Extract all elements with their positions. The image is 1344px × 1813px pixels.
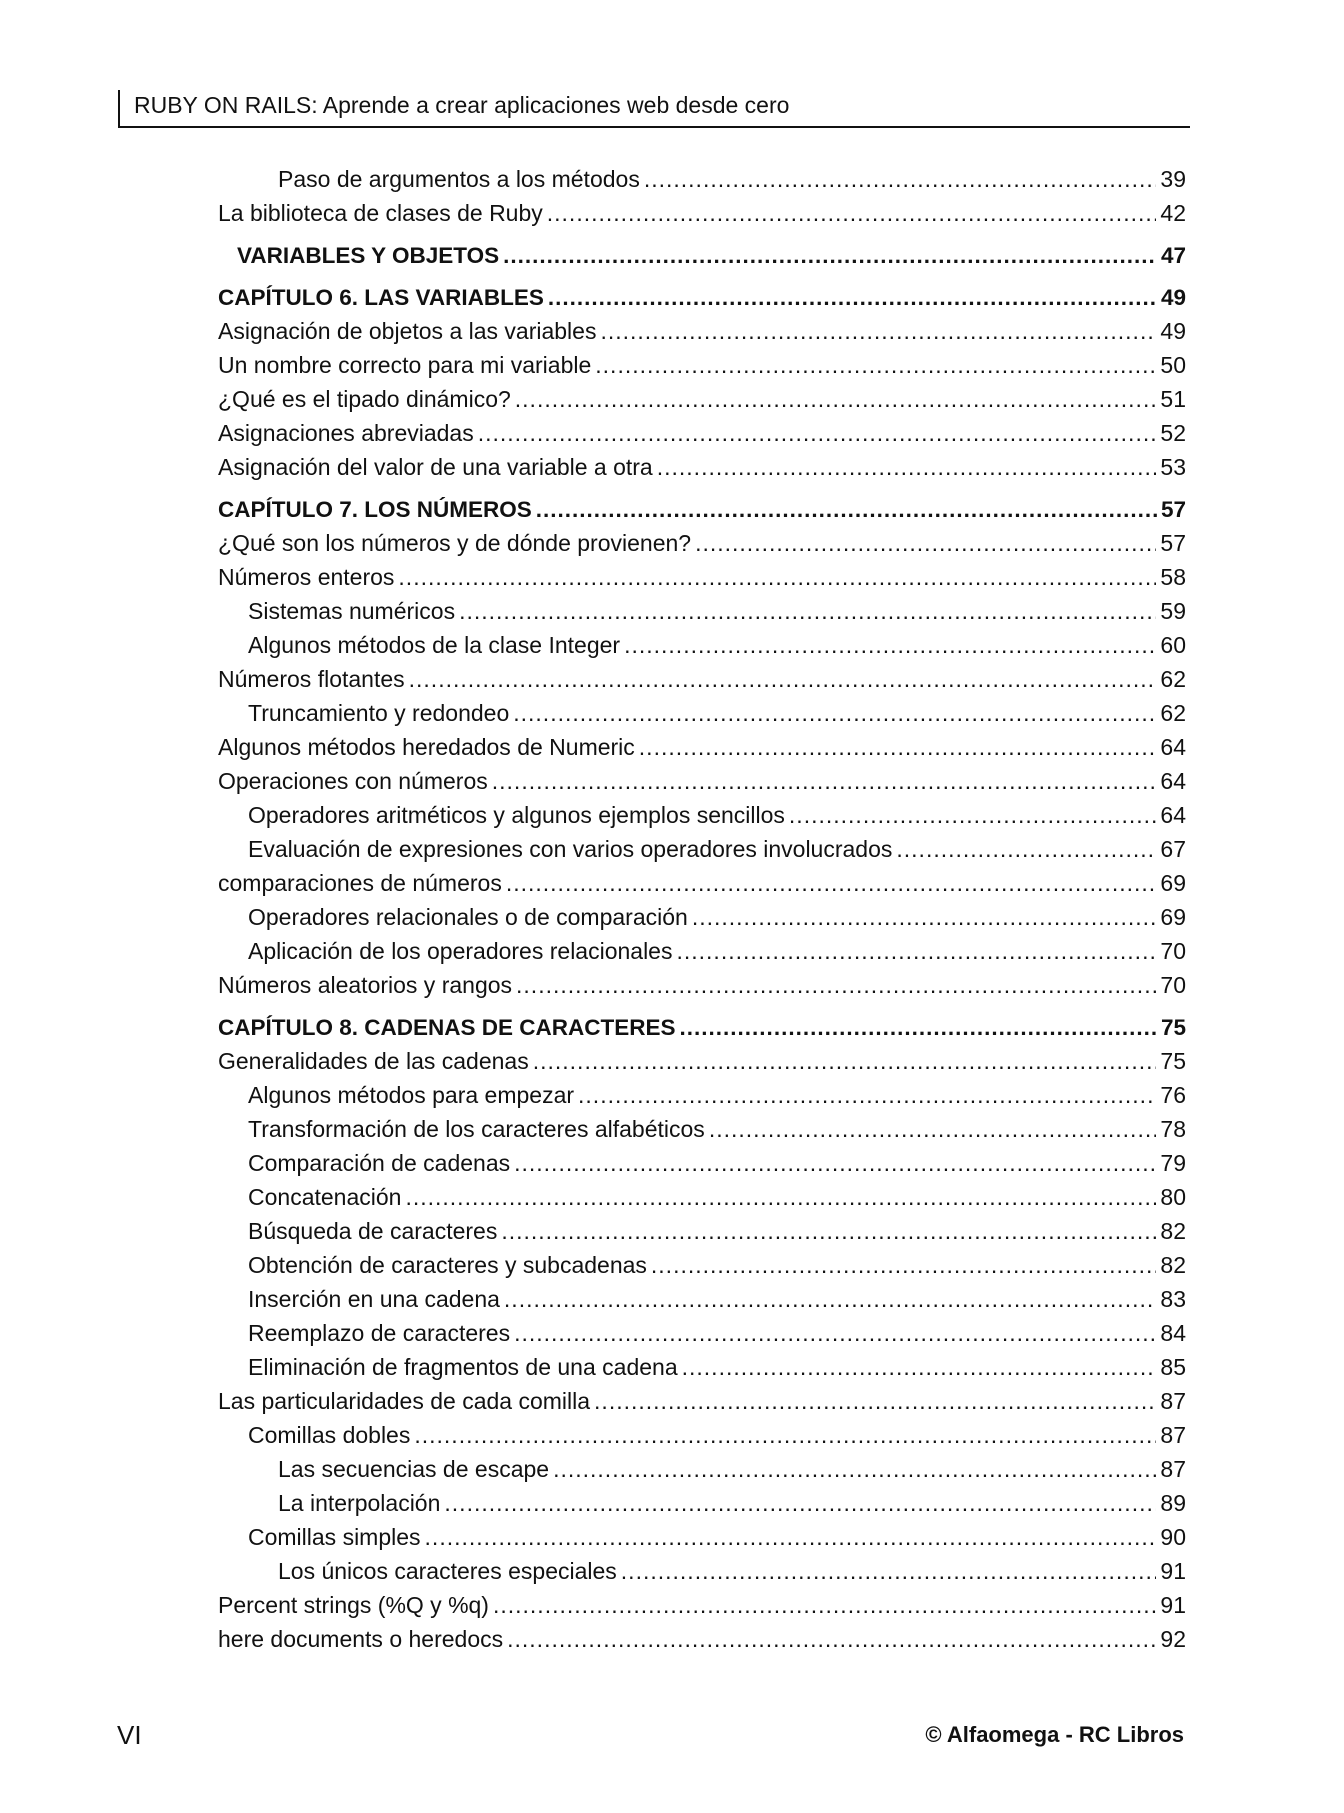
toc-entry-label: Transformación de los caracteres alfabéticos: [248, 1116, 705, 1142]
toc-entry-label: CAPÍTULO 7. LOS NÚMEROS: [218, 497, 532, 522]
toc-entry-label: VARIABLES Y OBJETOS: [237, 243, 500, 268]
toc-entry-page: 51: [1160, 386, 1186, 412]
toc-entry-label: Búsqueda de caracteres: [248, 1218, 498, 1244]
toc-entry-label: Sistemas numéricos: [248, 598, 456, 624]
toc-entry-page: 84: [1160, 1320, 1186, 1346]
toc-entry-page: 49: [1160, 285, 1186, 310]
toc-entry-label: Obtención de caracteres y subcadenas: [248, 1252, 647, 1278]
dot-leader: [501, 1214, 1156, 1248]
toc-entry-label: Evaluación de expresiones con varios operadores involucrados: [248, 836, 893, 862]
toc-entry: [218, 1282, 1186, 1316]
toc-entry: [218, 832, 1186, 866]
toc-entry-label: Asignaciones abreviadas: [218, 420, 474, 446]
toc-entry-page: 92: [1160, 1626, 1186, 1652]
dot-leader: [503, 240, 1157, 272]
toc-entry-label: Inserción en una cadena: [248, 1286, 500, 1312]
toc-entry-label: Reemplazo de caracteres: [248, 1320, 511, 1346]
toc-entry-label: Números flotantes: [218, 666, 405, 692]
toc-entry-label: Asignación de objetos a las variables: [218, 318, 597, 344]
dot-leader: [639, 730, 1157, 764]
toc-entry-page: 80: [1160, 1184, 1186, 1210]
dot-leader: [507, 1622, 1156, 1656]
toc-entry: [218, 526, 1186, 560]
toc-entry-page: 83: [1160, 1286, 1186, 1312]
toc-entry-page: 64: [1160, 734, 1186, 760]
toc-entry-label: Las secuencias de escape: [278, 1456, 550, 1482]
toc-entry-page: 79: [1160, 1150, 1186, 1176]
toc-entry-page: 91: [1160, 1592, 1186, 1618]
toc-entry-label: Un nombre correcto para mi variable: [218, 352, 592, 378]
toc-entry: [218, 1078, 1186, 1112]
toc-entry-label: La interpolación: [278, 1490, 441, 1516]
toc-entry: [218, 314, 1186, 348]
toc-entry-label: La biblioteca de clases de Ruby: [218, 200, 543, 226]
toc-entry: [218, 1384, 1186, 1418]
toc-entry: [218, 1180, 1186, 1214]
toc-entry: [218, 1214, 1186, 1248]
toc-entry-label: Operadores aritméticos y algunos ejemplos sencillos: [248, 802, 785, 828]
dot-leader: [515, 382, 1157, 416]
toc-entry-page: 47: [1160, 243, 1186, 268]
toc-entry-page: 52: [1160, 420, 1186, 446]
toc-entry-label: Eliminación de fragmentos de una cadena: [248, 1354, 678, 1380]
toc-entry-label: CAPÍTULO 8. CADENAS DE CARACTERES: [218, 1015, 676, 1040]
toc-entry: [218, 1486, 1186, 1520]
toc-entry-label: Números enteros: [218, 564, 395, 590]
toc-entry-page: 85: [1160, 1354, 1186, 1380]
toc-entry: [218, 1112, 1186, 1146]
toc-entry-page: 64: [1160, 768, 1186, 794]
toc-entry-label: Algunos métodos heredados de Numeric: [218, 734, 635, 760]
toc-section-heading: [218, 494, 1186, 526]
toc-entry-label: Comillas simples: [248, 1524, 421, 1550]
dot-leader: [414, 1418, 1156, 1452]
toc-entry: [218, 900, 1186, 934]
toc-entry: [218, 1520, 1186, 1554]
dot-leader: [536, 494, 1157, 526]
dot-leader: [578, 1078, 1156, 1112]
toc-entry-page: 76: [1160, 1082, 1186, 1108]
dot-leader: [405, 1180, 1156, 1214]
dot-leader: [506, 866, 1157, 900]
toc-entry-label: Asignación del valor de una variable a otra: [218, 454, 653, 480]
toc-entry: [218, 1452, 1186, 1486]
toc-entry-label: Las particularidades de cada comilla: [218, 1388, 591, 1414]
toc-entry-page: 62: [1160, 700, 1186, 726]
dot-leader: [493, 1588, 1156, 1622]
dot-leader: [896, 832, 1156, 866]
toc-entry-page: 50: [1160, 352, 1186, 378]
toc-entry-label: Números aleatorios y rangos: [218, 972, 513, 998]
dot-leader: [695, 526, 1156, 560]
toc-entry-label: Operaciones con números: [218, 768, 488, 794]
toc-entry-label: comparaciones de números: [218, 870, 502, 896]
toc-entry-page: 58: [1160, 564, 1186, 590]
toc-entry: [218, 934, 1186, 968]
toc-entry: [218, 866, 1186, 900]
toc-entry: [218, 1554, 1186, 1588]
toc-entry-label: Comillas dobles: [248, 1422, 411, 1448]
toc-entry-page: 87: [1160, 1456, 1186, 1482]
dot-leader: [398, 560, 1156, 594]
toc-entry: [218, 730, 1186, 764]
toc-entry-page: 89: [1160, 1490, 1186, 1516]
toc-entry-label: CAPÍTULO 6. LAS VARIABLES: [218, 285, 544, 310]
dot-leader: [409, 662, 1157, 696]
toc-entry-label: ¿Qué son los números y de dónde provienen?: [218, 530, 692, 556]
toc-entry-label: Operadores relacionales o de comparación: [248, 904, 688, 930]
toc-entry-label: Truncamiento y redondeo: [248, 700, 510, 726]
toc-entry-page: 39: [1160, 166, 1186, 192]
toc-entry: [218, 1316, 1186, 1350]
toc-entry-label: ¿Qué es el tipado dinámico?: [218, 386, 511, 412]
toc-entry: [218, 696, 1186, 730]
toc-entry-page: 57: [1160, 530, 1186, 556]
book-title: RUBY ON RAILS: Aprende a crear aplicaciones web desde cero: [134, 92, 790, 118]
toc-entry-page: 82: [1160, 1218, 1186, 1244]
toc-entry-page: 82: [1160, 1252, 1186, 1278]
toc-entry-label: here documents o heredocs: [218, 1626, 504, 1652]
running-header: [118, 90, 1190, 128]
toc-entry-label: Los únicos caracteres especiales: [278, 1558, 617, 1584]
toc-entry-page: 49: [1160, 318, 1186, 344]
toc-entry-page: 69: [1160, 904, 1186, 930]
dot-leader: [478, 416, 1157, 450]
toc-entry-label: Aplicación de los operadores relacionales: [248, 938, 673, 964]
dot-leader: [789, 798, 1156, 832]
dot-leader: [709, 1112, 1157, 1146]
dot-leader: [514, 1146, 1156, 1180]
toc-entry: [218, 968, 1186, 1002]
toc-entry: [218, 764, 1186, 798]
toc-entry-page: 78: [1160, 1116, 1186, 1142]
dot-leader: [533, 1044, 1157, 1078]
toc-entry-label: Algunos métodos de la clase Integer: [248, 632, 621, 658]
dot-leader: [692, 900, 1157, 934]
page-number: VI: [117, 1720, 142, 1750]
dot-leader: [547, 196, 1157, 230]
dot-leader: [682, 1350, 1157, 1384]
toc-entry: [218, 382, 1186, 416]
toc-section-heading: [218, 240, 1186, 272]
dot-leader: [680, 1012, 1157, 1044]
publisher-credit: © Alfaomega - RC Libros: [925, 1722, 1184, 1747]
toc-entry: [218, 798, 1186, 832]
dot-leader: [514, 1316, 1156, 1350]
dot-leader: [444, 1486, 1156, 1520]
toc-entry: [218, 1350, 1186, 1384]
toc-entry: [218, 162, 1186, 196]
toc-entry-page: 87: [1160, 1422, 1186, 1448]
dot-leader: [594, 1384, 1156, 1418]
toc-entry: [218, 1418, 1186, 1452]
dot-leader: [492, 764, 1157, 798]
toc-entry-label: Percent strings (%Q y %q): [218, 1592, 489, 1618]
toc-entry-page: 70: [1160, 972, 1186, 998]
dot-leader: [676, 934, 1156, 968]
dot-leader: [425, 1520, 1157, 1554]
dot-leader: [600, 314, 1156, 348]
toc-entry: [218, 450, 1186, 484]
toc-entry: [218, 1248, 1186, 1282]
toc-entry-page: 42: [1160, 200, 1186, 226]
toc-entry-page: 60: [1160, 632, 1186, 658]
toc-entry-page: 91: [1160, 1558, 1186, 1584]
toc-entry: [218, 1146, 1186, 1180]
toc-entry: [218, 348, 1186, 382]
toc-entry-page: 67: [1160, 836, 1186, 862]
dot-leader: [651, 1248, 1157, 1282]
toc-entry: [218, 662, 1186, 696]
dot-leader: [513, 696, 1156, 730]
toc-entry-page: 90: [1160, 1524, 1186, 1550]
toc-entry: [218, 560, 1186, 594]
dot-leader: [595, 348, 1156, 382]
toc-entry-page: 75: [1160, 1048, 1186, 1074]
toc-entry: [218, 1044, 1186, 1078]
toc-section-heading: [218, 1012, 1186, 1044]
toc-entry-page: 75: [1160, 1015, 1186, 1040]
toc-entry-page: 87: [1160, 1388, 1186, 1414]
dot-leader: [548, 282, 1157, 314]
toc-entry-label: Paso de argumentos a los métodos: [278, 166, 640, 192]
toc-entry-label: Comparación de cadenas: [248, 1150, 511, 1176]
toc-entry: [218, 1622, 1186, 1656]
dot-leader: [553, 1452, 1156, 1486]
toc-entry-page: 64: [1160, 802, 1186, 828]
toc-entry: [218, 1588, 1186, 1622]
dot-leader: [504, 1282, 1156, 1316]
toc-entry: [218, 416, 1186, 450]
toc-section-heading: [218, 282, 1186, 314]
dot-leader: [621, 1554, 1157, 1588]
table-of-contents: [218, 162, 1186, 1656]
toc-entry: [218, 628, 1186, 662]
dot-leader: [624, 628, 1156, 662]
toc-entry: [218, 594, 1186, 628]
toc-entry-page: 59: [1160, 598, 1186, 624]
dot-leader: [516, 968, 1156, 1002]
toc-entry-label: Algunos métodos para empezar: [248, 1082, 575, 1108]
dot-leader: [644, 162, 1157, 196]
toc-entry-page: 57: [1160, 497, 1186, 522]
toc-entry-page: 53: [1160, 454, 1186, 480]
toc-entry-label: Concatenación: [248, 1184, 402, 1210]
toc-entry: [218, 196, 1186, 230]
toc-entry-label: Generalidades de las cadenas: [218, 1048, 529, 1074]
toc-entry-page: 62: [1160, 666, 1186, 692]
dot-leader: [657, 450, 1157, 484]
toc-entry-page: 69: [1160, 870, 1186, 896]
dot-leader: [459, 594, 1156, 628]
toc-entry-page: 70: [1160, 938, 1186, 964]
